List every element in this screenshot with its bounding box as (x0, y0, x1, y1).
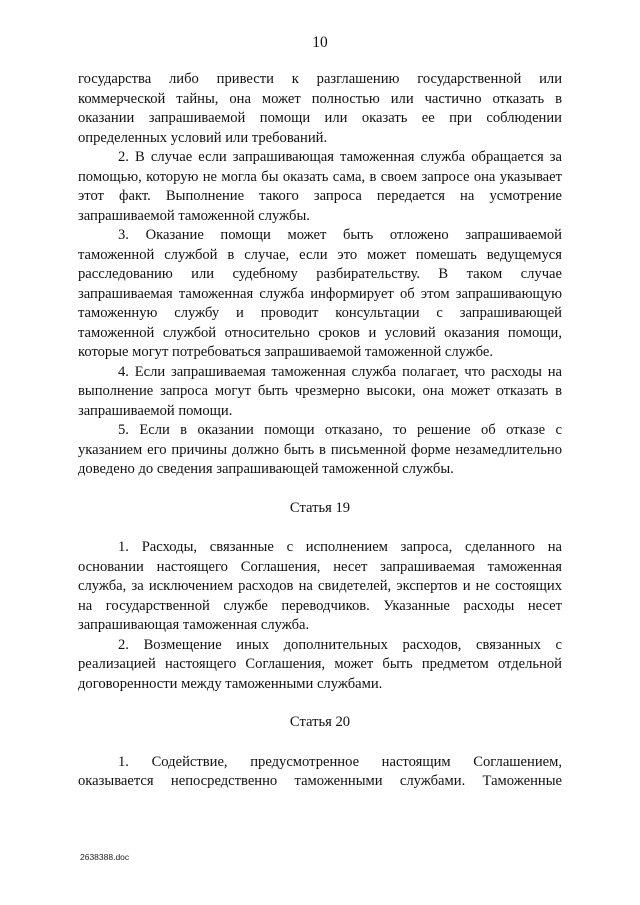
article-20-paragraph-1: 1. Содействие, предусмотренное настоящим Соглашением, оказывается непосредственно таможенными службами. Таможенные (78, 753, 562, 789)
article-19-heading: Статья 19 (289, 499, 351, 516)
article-20-heading: Статья 20 (289, 714, 351, 730)
page-number: 10 (312, 34, 328, 51)
file-name-footer: 2638388.doc (80, 852, 130, 862)
article-19-paragraph-1: 1. Расходы, связанные с исполнением запроса, сделанного на основании настоящего Соглашения, несет запрашиваемая таможенная служба, за исключением расходов на свидетелей, экспертов и не состоящих на государственной службе переводчиков. Указанные расходы несет запрашивающая таможенная служба. (78, 539, 562, 633)
article-19-paragraph-2: 2. Возмещение иных дополнительных расходов, связанных с реализацией настоящего Соглашения, может быть предметом отдельной договоренности между таможенными службами. (78, 636, 562, 692)
paragraph-item-3: 3. Оказание помощи может быть отложено запрашиваемой таможенной службой в случае, если это может помешать ведущемуся расследованию или судебному разбирательству. В таком случае запрашиваемая таможенная служба информирует об этом запрашивающую таможенную службу и проводит консультации с запрашивающей таможенной службой относительно сроков и условий оказания помощи, которые могут потребоваться запрашиваемой таможенной службе. (78, 227, 562, 360)
paragraph-item-2: 2. В случае если запрашивающая таможенная служба обращается за помощью, которую не могла бы оказать сама, в своем запросе она указывает этот факт. Выполнение такого запроса передается на усмотрение запрашиваемой таможенной службы. (78, 149, 562, 224)
document-body (78, 70, 562, 792)
paragraph-item-5: 5. Если в оказании помощи отказано, то решение об отказе с указанием его причины должно быть в письменной форме незамедлительно доведено до сведения запрашивающей таможенной службы. (78, 422, 562, 477)
paragraph-item-4: 4. Если запрашиваемая таможенная служба полагает, что расходы на выполнение запроса могут быть чрезмерно высоки, она может отказать в запрашиваемой помощи. (78, 363, 562, 419)
paragraph-continuation: государства либо привести к разглашению государственной или коммерческой тайны, она может полностью или частично отказать в оказании запрашиваемой помощи или оказать ее при соблюдении определенных условий или требований. (78, 71, 562, 146)
